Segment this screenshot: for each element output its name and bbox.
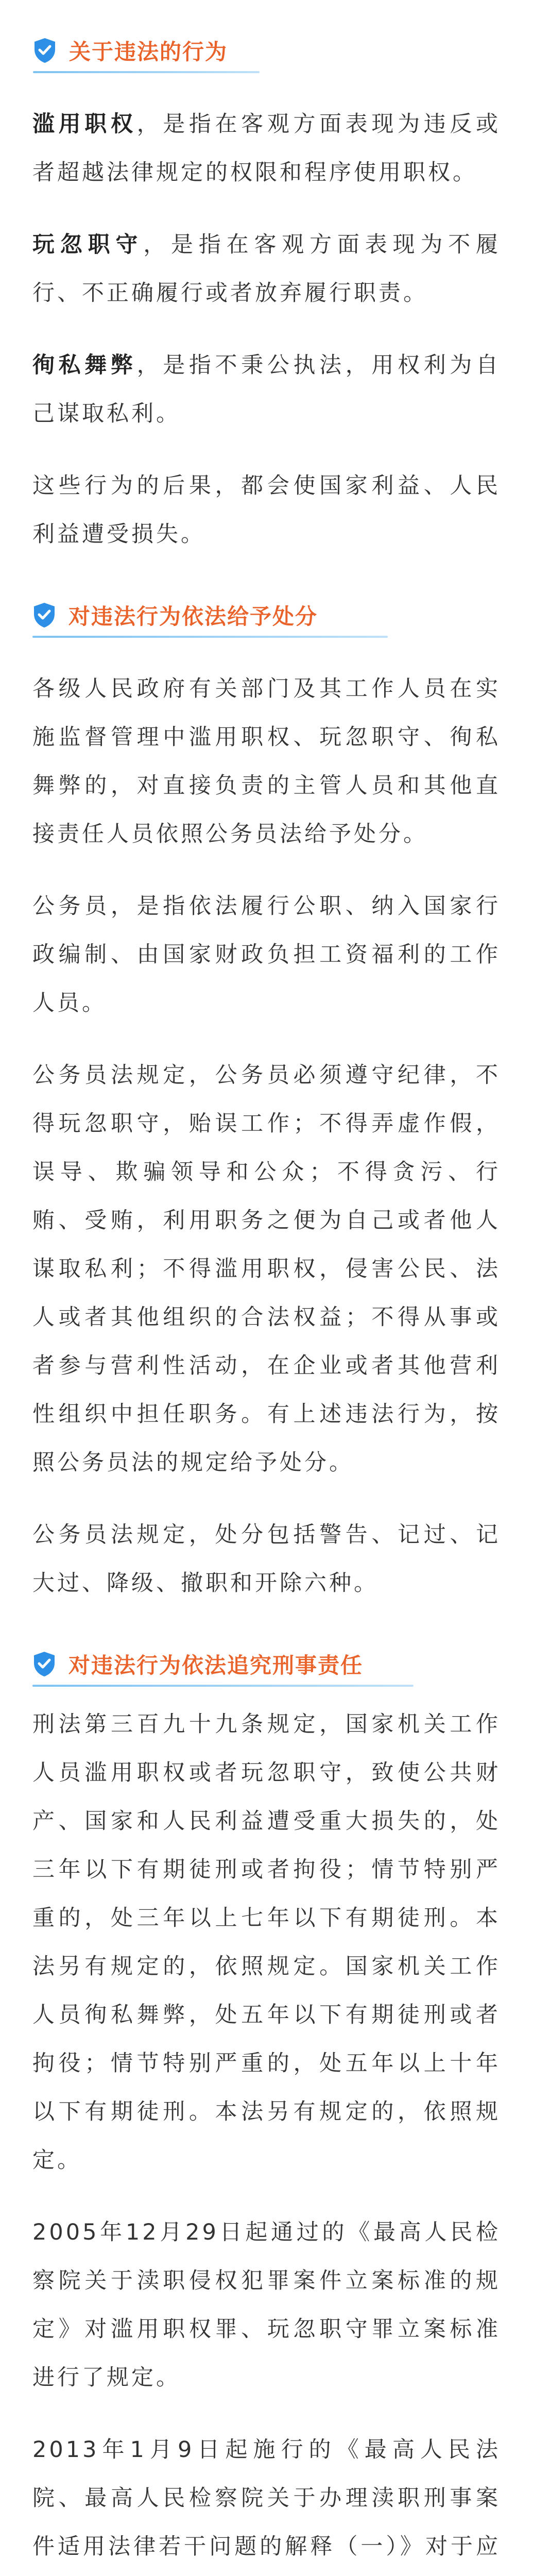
section-header <box>32 589 501 641</box>
term: 徇私舞弊 <box>32 352 137 378</box>
paragraph: 这些行为的后果，都会使国家利益、人民利益遭受损失。 <box>32 473 501 547</box>
paragraph <box>32 221 501 317</box>
section-illegal-acts <box>32 0 501 558</box>
section-underline <box>32 1685 414 1687</box>
section-title: 对违法行为依法给予处分 <box>68 604 318 629</box>
section-criminal-liability <box>32 1638 501 2576</box>
paragraph: 2013年1月9日起施行的《最高人民法院、最高人民检察院关于办理渎职刑事案件适用法律若干问题的解释（一）》对于应 <box>32 2437 501 2560</box>
paragraph: 2005年12月29日起通过的《最高人民检察院关于渎职侵权犯罪案件立案标准的规定》对滥用职权罪、玩忽职守罪立案标准进行了规定。 <box>32 2219 501 2391</box>
paragraph <box>32 100 501 197</box>
section-title: 关于违法的行为 <box>69 39 228 64</box>
term: 玩忽职守 <box>32 232 144 258</box>
paragraph <box>32 341 501 438</box>
paragraph-text: ，是指在客观方面表现为不履行、不正确履行或者放弃履行职责。 <box>32 232 501 306</box>
section-underline <box>32 636 388 638</box>
paragraph: 公务员，是指依法履行公职、纳入国家行政编制、由国家财政负担工资福利的工作人员。 <box>32 893 501 1016</box>
shield-check-icon <box>32 1651 56 1677</box>
paragraph: 各级人民政府有关部门及其工作人员在实施监督管理中滥用职权、玩忽职守、徇私舞弊的，对直接负责的主管人员和其他直接责任人员依照公务员法给予处分。 <box>32 676 501 847</box>
paragraph: 刑法第三百九十九条规定，国家机关工作人员滥用职权或者玩忽职守，致使公共财产、国家和人民利益遭受重大损失的，处三年以下有期徒刑或者拘役；情节特别严重的，处三年以上七年以下有期徒刑。本法另有规定的，依照规定。国家机关工作人员徇私舞弊，处五年以下有期徒刑或者拘役；情节特别严重的，处五年以上十年以下有期徒刑。本法另有规定的，依照规定。 <box>32 1711 501 2173</box>
section-title: 对违法行为依法追究刑事责任 <box>68 1653 364 1678</box>
section-header <box>33 25 501 76</box>
section-header <box>32 1638 501 1690</box>
section-disciplinary-action <box>32 589 501 1607</box>
paragraph-text: ，是指不秉公执法，用权利为自己谋取私利。 <box>32 352 501 427</box>
term: 滥用职权 <box>32 111 137 137</box>
shield-check-icon <box>33 37 57 64</box>
paragraph-text: ，是指在客观方面表现为违反或者超越法律规定的权限和程序使用职权。 <box>32 111 501 185</box>
paragraph: 公务员法规定，处分包括警告、记过、记大过、降级、撤职和开除六种。 <box>32 1522 501 1596</box>
section-underline <box>33 71 260 73</box>
paragraph: 公务员法规定，公务员必须遵守纪律，不得玩忽职守，贻误工作；不得弄虚作假，误导、欺骗领导和公众；不得贪污、行贿、受贿，利用职务之便为自己或者他人谋取私利；不得滥用职权，侵害公民、法人或者其他组织的合法权益；不得从事或者参与营利性活动，在企业或者其他营利性组织中担任职务。有上述违法行为，按照公务员法的规定给予处分。 <box>32 1062 501 1476</box>
shield-check-icon <box>32 602 56 629</box>
